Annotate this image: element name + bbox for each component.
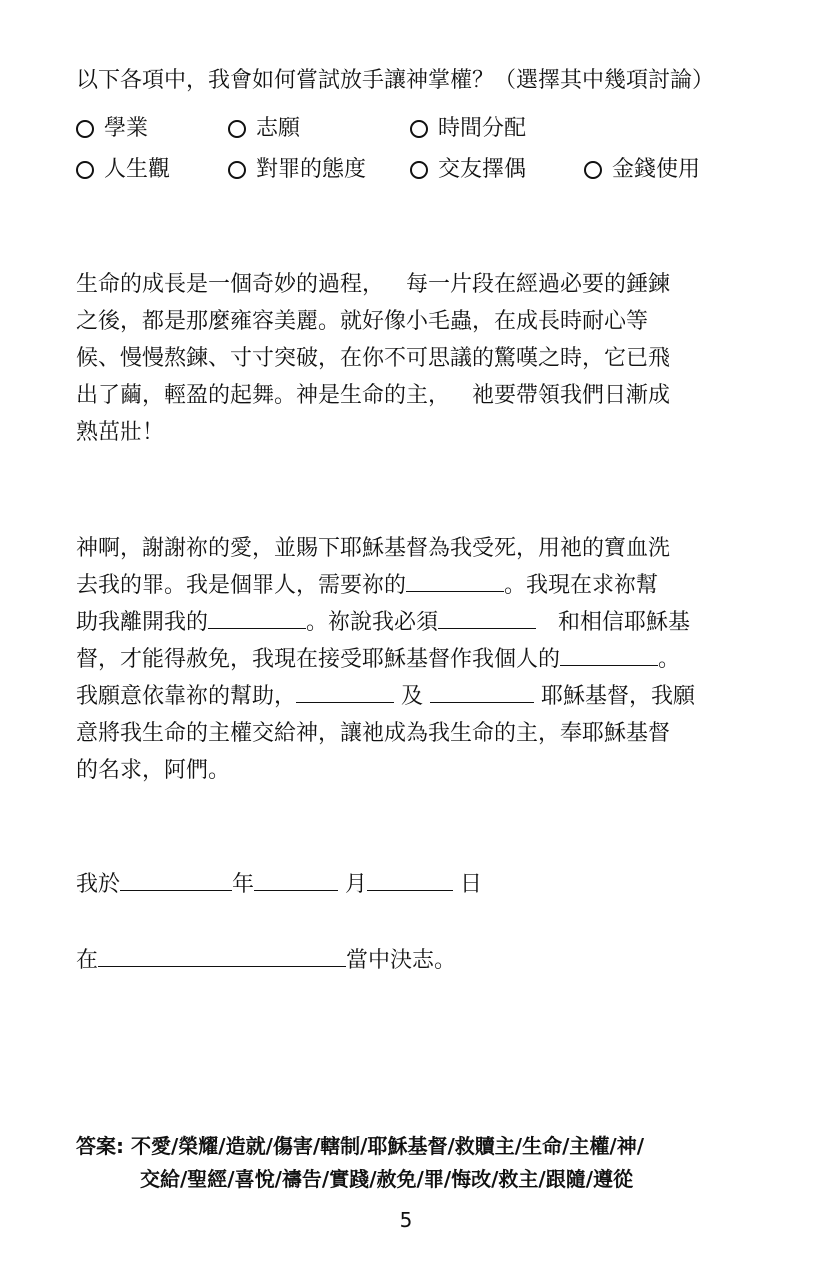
answer-line-1: 不愛/榮耀/造就/傷害/轄制/耶穌基督/救贖主/生命/主權/神/	[130, 1134, 645, 1158]
option-academics[interactable]	[76, 114, 148, 144]
radio-circle-icon[interactable]	[410, 120, 428, 138]
option-aspiration[interactable]	[228, 114, 300, 144]
prayer-line: 去我的罪。我是個罪人，需要祢的 。我現在求祢幫	[76, 567, 756, 604]
year-blank[interactable]	[120, 868, 232, 891]
answer-label: 答案:	[76, 1134, 124, 1158]
radio-circle-icon[interactable]	[76, 120, 94, 138]
fill-in-blank[interactable]	[438, 606, 536, 629]
answer-key	[76, 1130, 644, 1196]
growth-paragraph	[76, 266, 756, 451]
day-blank[interactable]	[367, 868, 453, 891]
reflection-question: 以下各項中，我會如何嘗試放手讓神掌權？（選擇其中幾項討論）	[76, 68, 715, 93]
option-label: 對罪的態度	[256, 157, 367, 182]
place-blank[interactable]	[98, 944, 346, 967]
date-line: 我於 年 月 日	[76, 868, 482, 900]
prayer-line: 我願意依靠祢的幫助， 及 耶穌基督，我願	[76, 678, 756, 715]
fill-in-blank[interactable]	[208, 606, 306, 629]
page-number: 5	[399, 1208, 413, 1232]
prayer-line: 神啊，謝謝祢的愛，並賜下耶穌基督為我受死，用祂的寶血洗	[76, 536, 671, 561]
radio-circle-icon[interactable]	[410, 161, 428, 179]
option-label: 人生觀	[104, 157, 171, 182]
paragraph-line: 候、慢慢熬鍊、寸寸突破，在你不可思議的驚嘆之時，它已飛	[76, 346, 671, 371]
document-page	[76, 0, 756, 1275]
radio-circle-icon[interactable]	[228, 161, 246, 179]
option-label: 交友擇偶	[438, 157, 527, 182]
prayer-line: 意將我生命的主權交給神，讓祂成為我生命的主，奉耶穌基督	[76, 721, 671, 746]
option-friendship-marriage[interactable]	[410, 155, 526, 185]
paragraph-line: 生命的成長是一個奇妙的過程， 每一片段在經過必要的錘鍊	[76, 272, 671, 297]
radio-circle-icon[interactable]	[228, 120, 246, 138]
prayer-line: 的名求，阿們。	[76, 758, 231, 783]
option-label: 學業	[104, 116, 149, 141]
fill-in-blank[interactable]	[430, 680, 534, 703]
fill-in-blank[interactable]	[296, 680, 394, 703]
prayer-paragraph	[76, 530, 756, 789]
answer-line-2: 交給/聖經/喜悅/禱告/實踐/赦免/罪/悔改/救主/跟隨/遵從	[140, 1167, 634, 1191]
prayer-line: 助我離開我的 。祢說我必須 和相信耶穌基	[76, 604, 756, 641]
fill-in-blank[interactable]	[560, 643, 658, 666]
month-blank[interactable]	[254, 868, 338, 891]
option-attitude-to-sin[interactable]	[228, 155, 366, 185]
option-label: 金錢使用	[612, 157, 701, 182]
option-label: 志願	[256, 116, 301, 141]
paragraph-line: 熟茁壯！	[76, 420, 165, 445]
prayer-line: 督，才能得赦免，我現在接受耶穌基督作我個人的 。	[76, 641, 756, 678]
option-label: 時間分配	[438, 116, 527, 141]
option-money-use[interactable]	[584, 155, 700, 185]
option-life-view[interactable]	[76, 155, 170, 185]
fill-in-blank[interactable]	[406, 569, 504, 592]
paragraph-line: 出了繭，輕盈的起舞。神是生命的主， 祂要帶領我們日漸成	[76, 383, 671, 408]
radio-circle-icon[interactable]	[584, 161, 602, 179]
place-line: 在 當中決志。	[76, 944, 456, 976]
option-time-management[interactable]	[410, 114, 526, 144]
radio-circle-icon[interactable]	[76, 161, 94, 179]
paragraph-line: 之後，都是那麼雍容美麗。就好像小毛蟲，在成長時耐心等	[76, 309, 649, 334]
